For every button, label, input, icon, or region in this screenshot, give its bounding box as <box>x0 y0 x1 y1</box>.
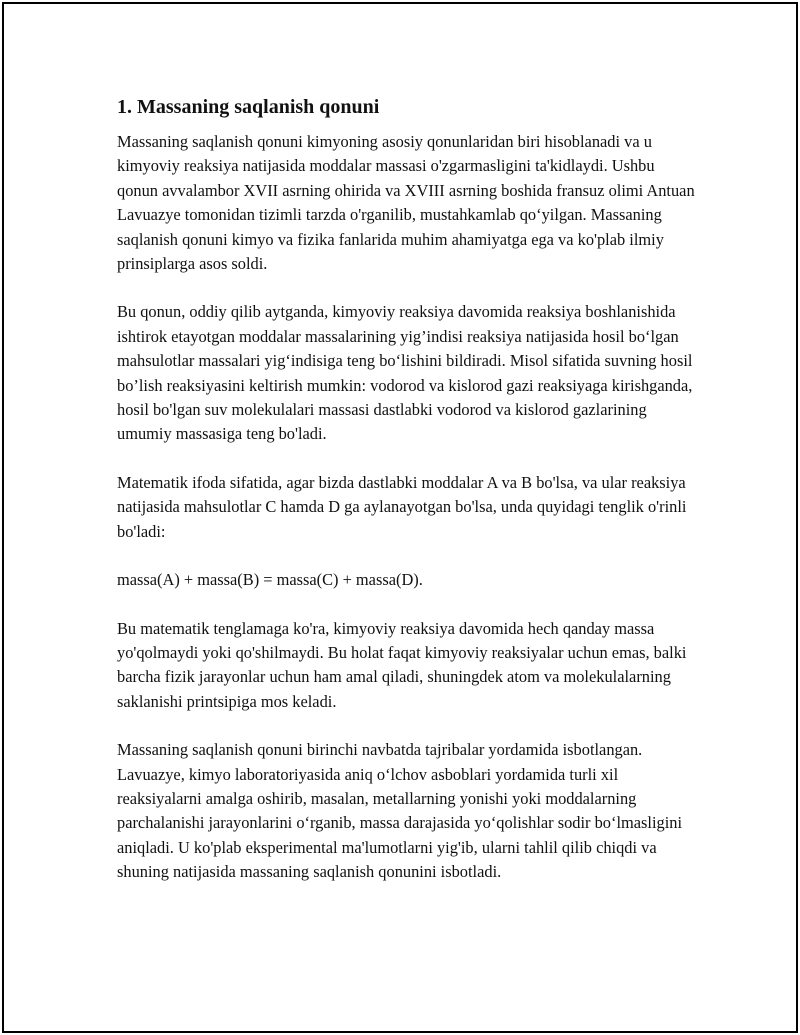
paragraph-intro: Massaning saqlanish qonuni kimyoning asosiy qonunlaridan biri hisoblanadi va u kimyoviy reaksiya natijasida moddalar massasi o'zgarmasligini ta'kidlaydi. Ushbu qonun avvalambor XVII asrning ohirida va XVIII asrning boshida fransuz olimi Antuan Lavuazye tomonidan tizimli tarzda o'rganilib, mustahkamlab qo‘yilgan. Massaning saqlanish qonuni kimyo va fizika fanlarida muhim ahamiyatga ega va ko'plab ilmiy prinsiplarga asos soldi. <box>117 132 695 274</box>
paragraph-equation: massa(A) + massa(B) = massa(C) + massa(D). <box>117 570 423 590</box>
paragraph-consequence: Bu matematik tenglamaga ko'ra, kimyoviy reaksiya davomida hech qanday massa yo'qolmaydi yoki qo'shilmaydi. Bu holat faqat kimyoviy reaksiyalar uchun emas, balki barcha fizik jarayonlar uchun ham amal qiladi, shuningdek atom va molekulalarning saklanishi printsipiga mos keladi. <box>117 618 687 711</box>
paragraph-proof: Massaning saqlanish qonuni birinchi navbatda tajribalar yordamida isbotlangan. Lavuazye, kimyo laboratoriyasida aniq o‘lchov asboblari yordamida turli xil reaksiyalarni amalga oshirib, masalan, metallarning yonishi yoki moddalarning parchalanishi jarayonlarini o‘rganib, massa darajasida yo‘qolishlar sodir bo‘lmasligini aniqladi. U ko'plab eksperimental ma'lumotlarni yig'ib, ularni tahlil qilib chiqdi va shuning natijasida massaning saqlanish qonunini isbotladi. <box>117 740 683 882</box>
paragraph-math-intro: Matematik ifoda sifatida, agar bizda dastlabki moddalar A va B bo'lsa, va ular reaksiya natijasida mahsulotlar C hamda D ga aylanayotgan bo'lsa, unda quyidagi tenglik o'rinli bo'ladi: <box>117 472 687 541</box>
document-body <box>117 95 697 909</box>
section-heading: 1. Massaning saqlanish qonuni <box>117 96 380 118</box>
paragraph-explanation: Bu qonun, oddiy qilib aytganda, kimyoviy reaksiya davomida reaksiya boshlanishida ishtirok etayotgan moddalar massalarining yig’indisi reaksiya natijasida hosil bo‘lgan mahsulotlar massalari yig‘indisiga teng bo‘lishini bildiradi. Misol sifatida suvning hosil bo’lish reaksiyasini keltirish mumkin: vodorod va kislorod gazi reaksiyaga kirishganda, hosil bo'lgan suv molekulalari massasi dastlabki vodorod va kislorod gazlarining umumiy massasiga teng bo'ladi. <box>117 302 693 444</box>
